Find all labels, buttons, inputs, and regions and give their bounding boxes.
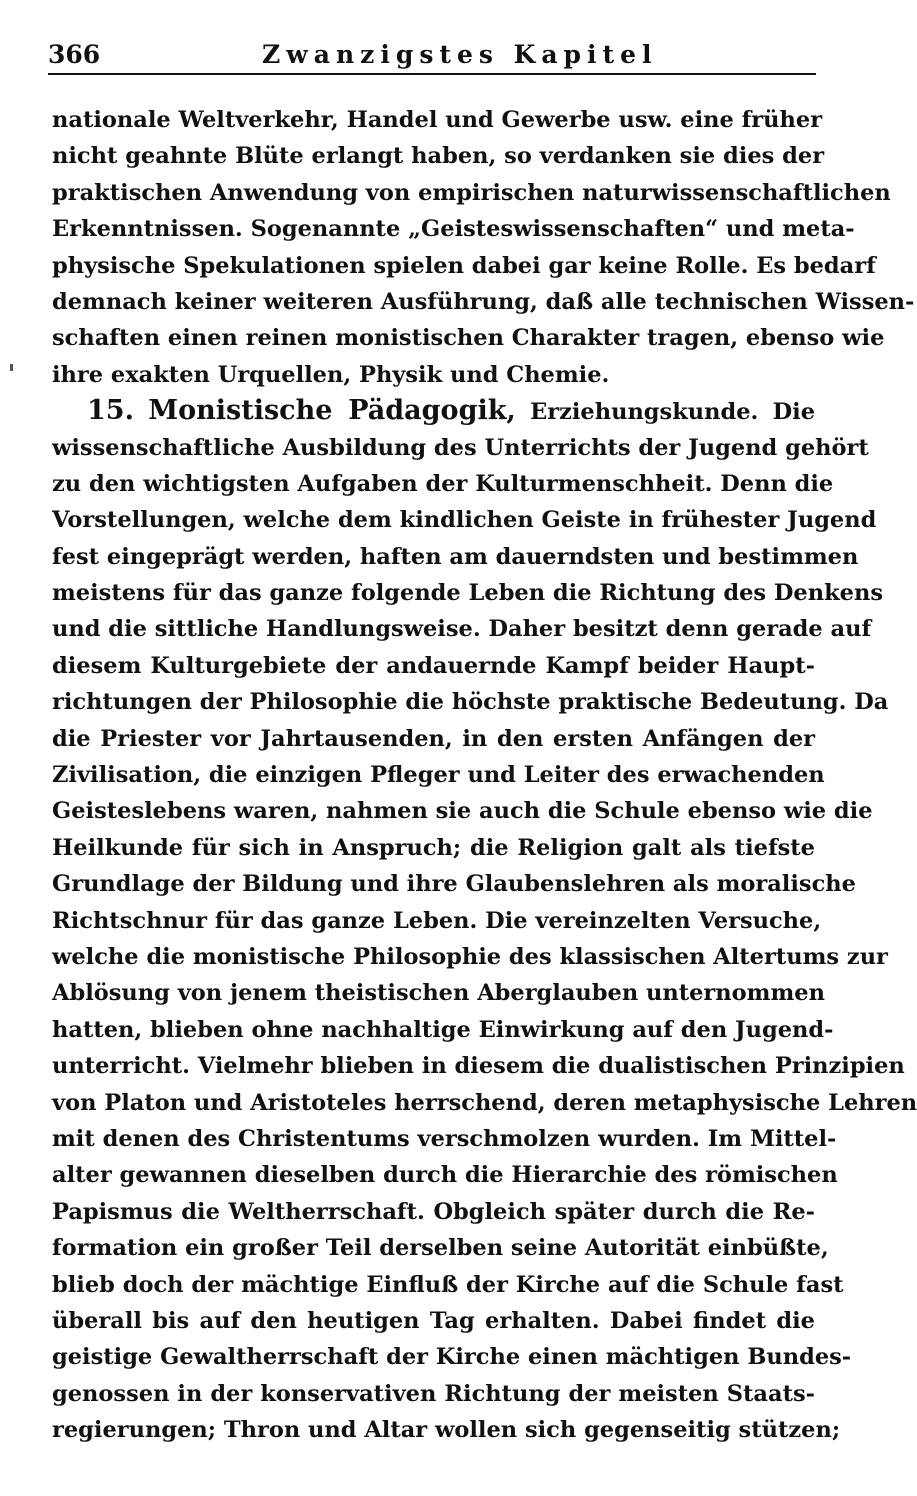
text-line: Ablösung von jenem theistischen Aberglauben unternommen xyxy=(52,980,825,1007)
text-line: nicht geahnte Blüte erlangt haben, so verdanken sie dies der xyxy=(52,143,825,170)
section-number: 15. xyxy=(87,395,134,427)
text-line: mit denen des Christentums verschmolzen wurden. Im Mittel- xyxy=(52,1125,837,1152)
section-heading-rest: Erziehungskunde. Die xyxy=(530,399,816,426)
text-line: alter gewannen dieselben durch die Hierarchie des römischen xyxy=(52,1162,838,1189)
text-line: formation ein großer Teil derselben seine Autorität einbüßte, xyxy=(52,1235,829,1262)
text-line: richtungen der Philosophie die höchste praktische Bedeutung. Da xyxy=(52,689,889,716)
text-line: Vorstellungen, welche dem kindlichen Geiste in frühester Jugend xyxy=(52,507,877,534)
text-line: welche die monistische Philosophie des klassischen Altertums zur xyxy=(52,943,888,970)
text-line: regierungen; Thron und Altar wollen sich gegenseitig stützen; xyxy=(52,1417,841,1444)
text-line: überall bis auf den heutigen Tag erhalten. Dabei findet die xyxy=(52,1307,815,1334)
text-line: ihre exakten Urquellen, Physik und Chemie. xyxy=(52,361,610,388)
text-line: wissenschaftliche Ausbildung des Unterrichts der Jugend gehört xyxy=(52,434,869,461)
section-heading-line xyxy=(52,393,815,429)
text-line: zu den wichtigsten Aufgaben der Kulturmenschheit. Denn die xyxy=(52,470,834,497)
text-line: praktischen Anwendung von empirischen naturwissenschaftlichen xyxy=(52,179,891,206)
text-line: diesem Kulturgebiete der andauernde Kampf beider Haupt- xyxy=(52,652,815,679)
text-line: Papismus die Weltherrschaft. Obgleich später durch die Re- xyxy=(52,1198,815,1225)
margin-mark xyxy=(10,364,13,371)
text-line: Heilkunde für sich in Anspruch; die Religion galt als tiefste xyxy=(52,834,815,861)
text-line: Erkenntnissen. Sogenannte „Geisteswissenschaften“ und meta- xyxy=(52,216,855,243)
text-line: unterricht. Vielmehr blieben in diesem die dualistischen Prinzipien xyxy=(52,1053,905,1080)
text-line: hatten, blieben ohne nachhaltige Einwirkung auf den Jugend- xyxy=(52,1016,834,1043)
text-line: genossen in der konservativen Richtung der meisten Staats- xyxy=(52,1380,815,1407)
text-line: von Platon und Aristoteles herrschend, deren metaphysische Lehren xyxy=(52,1089,917,1116)
running-head xyxy=(48,38,816,74)
text-line: physische Spekulationen spielen dabei gar keine Rolle. Es bedarf xyxy=(52,252,876,279)
text-line: Grundlage der Bildung und ihre Glaubenslehren als moralische xyxy=(52,871,856,898)
text-line: die Priester vor Jahrtausenden, in den ersten Anfängen der xyxy=(52,725,815,752)
text-line: Geisteslebens waren, nahmen sie auch die Schule ebenso wie die xyxy=(52,798,873,825)
page-number: 366 xyxy=(48,40,101,69)
body-text xyxy=(52,102,917,1448)
text-line: demnach keiner weiteren Ausführung, daß alle technischen Wissen- xyxy=(52,288,915,315)
chapter-title: Zwanzigstes Kapitel xyxy=(262,40,658,69)
text-line: meistens für das ganze folgende Leben die Richtung des Denkens xyxy=(52,580,884,607)
text-line: fest eingeprägt werden, haften am dauerndsten und bestimmen xyxy=(52,543,859,570)
text-line: Richtschnur für das ganze Leben. Die vereinzelten Versuche, xyxy=(52,907,822,934)
text-line: und die sittliche Handlungsweise. Daher besitzt denn gerade auf xyxy=(52,616,872,643)
text-line: schaften einen reinen monistischen Charakter tragen, ebenso wie xyxy=(52,325,885,352)
text-line: blieb doch der mächtige Einfluß der Kirche auf die Schule fast xyxy=(52,1271,844,1298)
text-line: nationale Weltverkehr, Handel und Gewerbe usw. eine früher xyxy=(52,107,823,133)
text-line: geistige Gewaltherrschaft der Kirche einen mächtigen Bundes- xyxy=(52,1344,852,1371)
header-rule xyxy=(48,73,816,75)
text-line: Zivilisation, die einzigen Pfleger und Leiter des erwachenden xyxy=(52,762,825,789)
section-title: Monistische Pädagogik, xyxy=(148,395,516,427)
